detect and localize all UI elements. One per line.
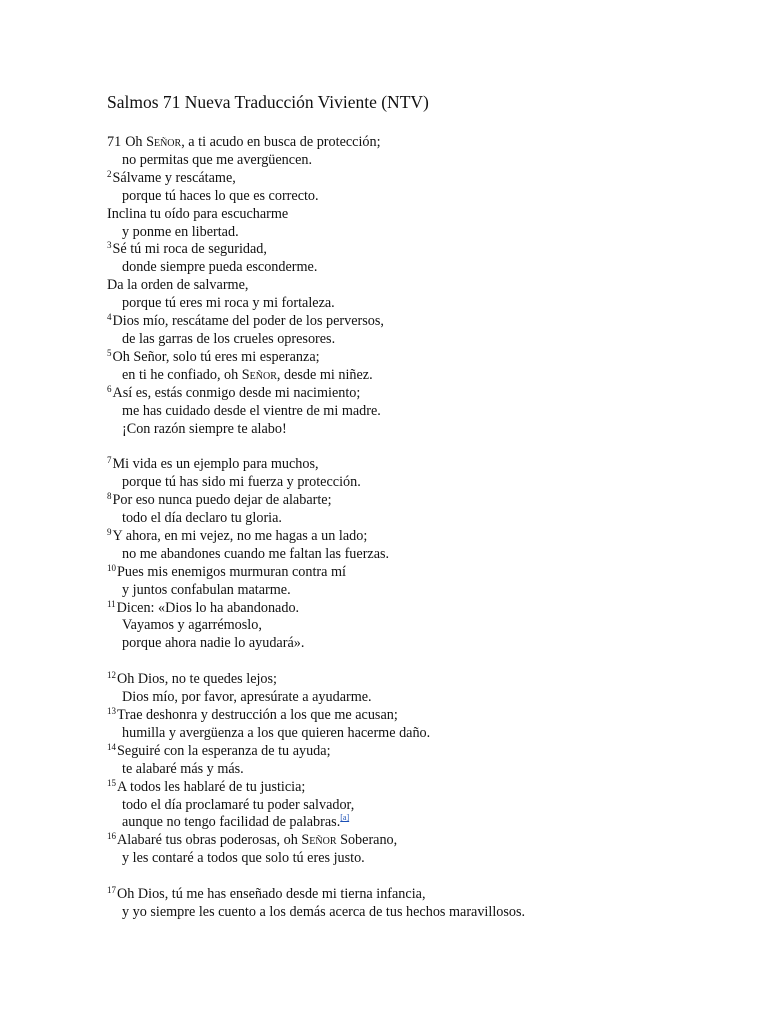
verse-line: en ti he confiado, oh Señor, desde mi niñez. bbox=[122, 366, 373, 383]
verse-line: no me abandones cuando me faltan las fuerzas. bbox=[122, 545, 390, 562]
verse-line: $^2$Sálvame y rescátame, bbox=[107, 168, 236, 186]
verse-line: Dios mío, por favor, apresúrate a ayudarme. bbox=[122, 689, 372, 706]
verse-line: $^{15}$A todos les hablaré de tu justicia; bbox=[107, 777, 306, 795]
stanza-gap bbox=[107, 868, 747, 886]
verse-line: porque tú eres mi roca y mi fortaleza. bbox=[122, 295, 335, 312]
verse-block-4 bbox=[107, 886, 747, 922]
verse-line: humilla y avergüenza a los que quieren hacerme daño. bbox=[122, 724, 431, 741]
verse-line: ¡Con razón siempre te alabo! bbox=[122, 420, 287, 437]
verse-number: 15 bbox=[107, 777, 116, 788]
page-title: Salmos 71 Nueva Traducción Viviente (NTV) bbox=[107, 92, 429, 112]
verse-line: $^9$Y ahora, en mi vejez, no me hagas a un lado; bbox=[107, 526, 368, 544]
verse-line: y ponme en libertad. bbox=[122, 223, 239, 240]
verse-line: porque ahora nadie lo ayudará». bbox=[122, 635, 305, 652]
document-page bbox=[107, 90, 747, 922]
verse-line: $^7$Mi vida es un ejemplo para muchos, bbox=[107, 455, 319, 473]
verse-line: $^{16}$Alabaré tus obras poderosas, oh Señor Soberano, bbox=[107, 831, 398, 849]
chapter-number: 71 bbox=[107, 134, 122, 150]
verse-number: 13 bbox=[107, 705, 116, 716]
stanza-gap bbox=[107, 653, 747, 671]
verse-line: $^{13}$Trae deshonra y destrucción a los que me acusan; bbox=[107, 705, 398, 723]
verse-number: 6 bbox=[107, 383, 112, 394]
verse-line: todo el día proclamaré tu poder salvador, bbox=[122, 796, 355, 813]
verse-number: 10 bbox=[107, 562, 116, 573]
footnote-link[interactable]: [a] bbox=[340, 813, 350, 823]
verse-line: $^{11}$Dicen: «Dios lo ha abandonado. bbox=[107, 598, 300, 616]
verse-number: 17 bbox=[107, 885, 116, 896]
verse-block-3 bbox=[107, 671, 747, 868]
verse-line: y les contaré a todos que solo tú eres justo. bbox=[122, 850, 365, 867]
verse-line: $^4$Dios mío, rescátame del poder de los perversos, bbox=[107, 312, 384, 330]
verse-block-2 bbox=[107, 456, 747, 653]
verse-line: donde siempre pueda esconderme. bbox=[122, 259, 318, 276]
verse-line: $^3$Sé tú mi roca de seguridad, bbox=[107, 240, 267, 258]
verse-number: 3 bbox=[107, 240, 112, 251]
verse-line: porque tú haces lo que es correcto. bbox=[122, 187, 319, 204]
verse-number: 12 bbox=[107, 670, 116, 681]
verse-line: Inclina tu oído para escucharme bbox=[107, 205, 289, 222]
verse-line: todo el día declaro tu gloria. bbox=[122, 510, 282, 527]
verse-block-1 bbox=[107, 134, 747, 438]
verse-line: $^{12}$Oh Dios, no te quedes lejos; bbox=[107, 670, 277, 688]
verse-number: 8 bbox=[107, 491, 112, 502]
verse-line: $^6$Así es, estás conmigo desde mi nacimiento; bbox=[107, 383, 361, 401]
verse-number: 7 bbox=[107, 455, 112, 466]
stanza-gap bbox=[107, 438, 747, 456]
verse-number: 4 bbox=[107, 312, 112, 323]
verse-line: no permitas que me avergüencen. bbox=[122, 151, 313, 168]
verse-line: 71 Oh Señor, a ti acudo en busca de protección; bbox=[107, 134, 381, 150]
verse-line: porque tú has sido mi fuerza y protección. bbox=[122, 474, 361, 491]
lord-smallcaps: Señor bbox=[241, 366, 277, 383]
verse-line: te alabaré más y más. bbox=[122, 760, 244, 777]
verse-number: 16 bbox=[107, 831, 116, 842]
verse-number: 9 bbox=[107, 526, 112, 537]
verse-number: 11 bbox=[107, 598, 116, 609]
verse-number: 5 bbox=[107, 347, 112, 358]
verse-line: de las garras de los crueles opresores. bbox=[122, 330, 336, 347]
verse-line: aunque no tengo facilidad de palabras.[a] bbox=[122, 813, 350, 831]
verse-line: Da la orden de salvarme, bbox=[107, 277, 249, 294]
verse-line: $^{14}$Seguiré con la esperanza de tu ayuda; bbox=[107, 741, 331, 759]
verse-line: me has cuidado desde el vientre de mi madre. bbox=[122, 402, 381, 419]
verse-line: Vayamos y agarrémoslo, bbox=[122, 617, 262, 634]
verse-line: y juntos confabulan matarme. bbox=[122, 581, 291, 598]
verse-line: $^{10}$Pues mis enemigos murmuran contra mí bbox=[107, 562, 346, 580]
lord-smallcaps: Señor bbox=[301, 832, 337, 849]
verse-number: 14 bbox=[107, 741, 116, 752]
verse-number: 2 bbox=[107, 168, 112, 179]
lord-smallcaps: Señor bbox=[146, 134, 182, 150]
verse-line: y yo siempre les cuento a los demás acerca de tus hechos maravillosos. bbox=[122, 903, 526, 920]
verse-line: $^5$Oh Señor, solo tú eres mi esperanza; bbox=[107, 347, 320, 365]
verse-line: $^8$Por eso nunca puedo dejar de alabarte; bbox=[107, 491, 332, 509]
verse-line: $^{17}$Oh Dios, tú me has enseñado desde mi tierna infancia, bbox=[107, 885, 426, 903]
